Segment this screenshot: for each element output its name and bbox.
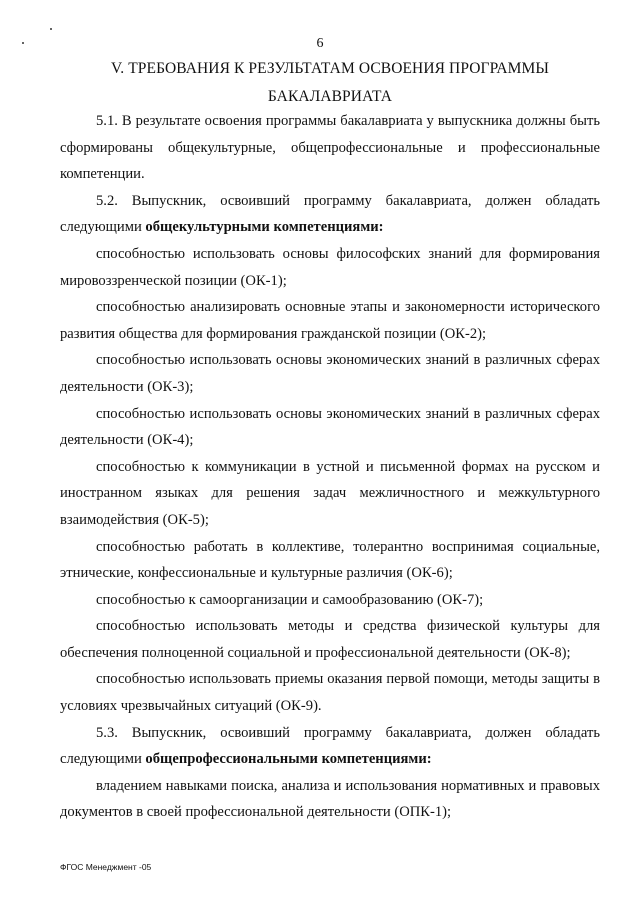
paragraph — [60, 534, 600, 587]
paragraph-text: способностью использовать основы экономических знаний в различных сферах деятельности (ОК-4); — [60, 405, 600, 449]
paragraph — [60, 108, 600, 188]
document-body — [60, 108, 600, 826]
paragraph — [60, 720, 600, 773]
paragraph — [60, 454, 600, 534]
paragraph — [60, 773, 600, 826]
paragraph — [60, 241, 600, 294]
paragraph-text: способностью к коммуникации в устной и письменной формах на русском и иностранном языках для решения задач межличностного и межкультурного взаимодействия (ОК-5); — [60, 458, 600, 528]
paragraph-text: способностью использовать основы экономических знаний в различных сферах деятельности (ОК-3); — [60, 352, 600, 395]
paragraph-text: 5.1. В результате освоения программы бакалавриата у выпускника должны быть сформированы общекультурные, общепрофессиональные и профессиональные компетенции. — [60, 113, 600, 183]
scan-speck — [50, 28, 52, 30]
paragraph-bold-text: общекультурными компетенциями: — [145, 219, 384, 236]
section-title-line2: БАКАЛАВРИАТА — [267, 88, 393, 105]
paragraph-text: способностью использовать основы философских знаний для формирования мировоззренческой позиции (ОК-1); — [60, 245, 600, 289]
paragraph-text: владением навыками поиска, анализа и использования нормативных и правовых документов в своей профессиональной деятельности (ОПК-1); — [60, 777, 600, 821]
paragraph-text: 5.3. Выпускник, освоивший программу бакалавриата, должен обладать следующими — [60, 724, 600, 768]
paragraph-text: способностью использовать методы и средства физической культуры для обеспечения полноценной социальной и профессиональной деятельности (ОК-8); — [60, 618, 600, 661]
paragraph-text: способностью работать в коллективе, толерантно воспринимая социальные, этнические, конфессиональные и культурные различия (ОК-6); — [60, 538, 600, 582]
section-title-line1: V. ТРЕБОВАНИЯ К РЕЗУЛЬТАТАМ ОСВОЕНИЯ ПРОГРАММЫ — [110, 60, 550, 77]
page-number: 6 — [316, 36, 324, 51]
paragraph — [60, 587, 600, 614]
footer-label: ФГОС Менеджмент -05 — [60, 862, 152, 872]
paragraph-text: 5.2. Выпускник, освоивший программу бакалавриата, должен обладать следующими — [60, 192, 600, 236]
paragraph — [60, 613, 600, 666]
paragraph-text: способностью использовать приемы оказания первой помощи, методы защиты в условиях чрезвычайных ситуаций (ОК-9). — [60, 671, 600, 715]
paragraph-text: способностью к самоорганизации и самообразованию (ОК-7); — [96, 591, 484, 608]
paragraph — [60, 294, 600, 347]
paragraph — [60, 401, 600, 454]
paragraph-text: способностью анализировать основные этапы и закономерности исторического развития общества для формирования гражданской позиции (ОК-2); — [60, 299, 600, 342]
paragraph — [60, 347, 600, 400]
paragraph-bold-text: общепрофессиональными компетенциями: — [145, 751, 432, 768]
paragraph — [60, 666, 600, 719]
paragraph — [60, 188, 600, 241]
